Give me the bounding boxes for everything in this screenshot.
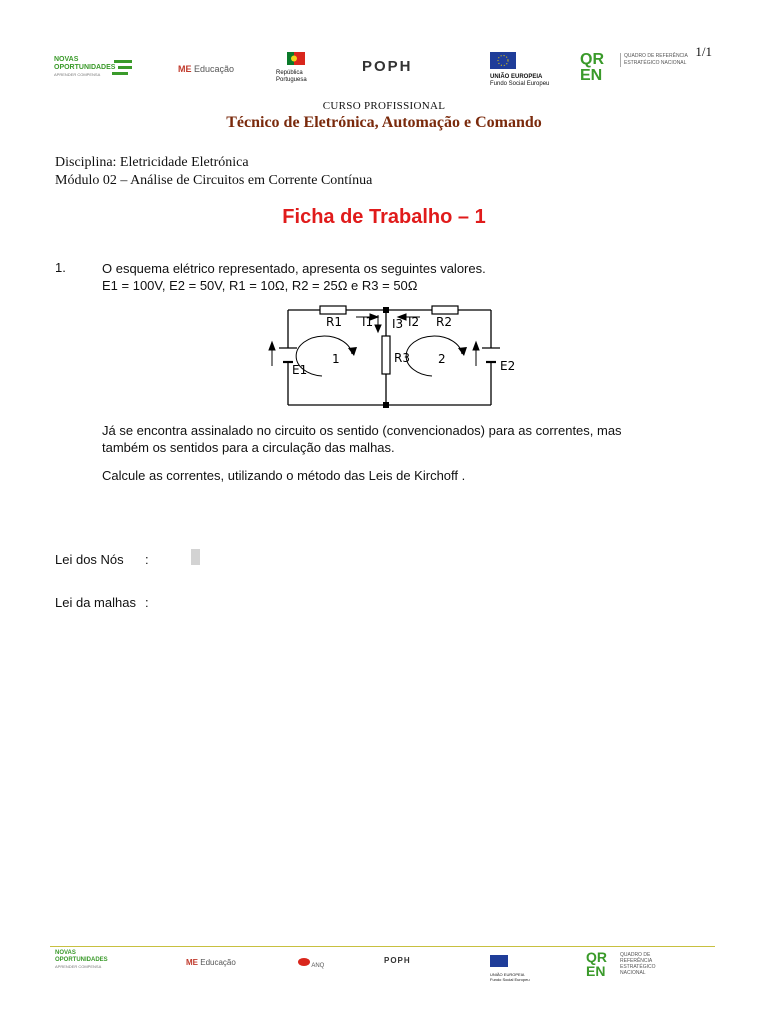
question-line1: O esquema elétrico representado, apresenta os seguintes valores. (102, 261, 486, 276)
header-logos (50, 50, 720, 90)
footer-qren-text: QUADRO DE REFERÊNCIA ESTRATÉGICO NACIONAL (620, 952, 656, 976)
node-bottom (383, 402, 389, 408)
footer-novas-logo (55, 950, 135, 969)
anq-swoosh-icon (298, 957, 310, 967)
lei-dos-nos-colon: : (145, 552, 149, 567)
lei-da-malhas-colon: : (145, 595, 149, 610)
battery-e1-icon (279, 348, 297, 362)
novas-line1: NOVAS (54, 56, 79, 63)
footer-edu-logo (186, 958, 236, 967)
lei-da-malhas-label: Lei da malhas (55, 595, 136, 610)
page-number: 1/1 (695, 44, 712, 59)
label-r1: R1 (326, 315, 342, 329)
footer-qren-logo (586, 950, 696, 982)
poph-logo (362, 58, 413, 75)
resistor-r3 (382, 336, 390, 374)
novas-line2: OPORTUNIDADES (54, 64, 116, 71)
label-r3: R3 (394, 351, 410, 365)
instruction-paragraph (102, 422, 702, 456)
question-number: 1. (55, 260, 66, 275)
discipline-line: Disciplina: Eletricidade Eletrónica (55, 155, 249, 170)
footer-novas-line2: OPORTUNIDADES (55, 957, 108, 963)
footer-eu-flag-icon (490, 955, 508, 967)
label-i3: I3 (392, 317, 404, 331)
node-top (383, 307, 389, 313)
label-mesh1: 1 (332, 352, 340, 366)
label-i2: I2 (408, 315, 420, 329)
module-line: Módulo 02 – Análise de Circuitos em Corrente Contínua (55, 173, 373, 188)
ministerio-educacao-logo (178, 64, 234, 74)
calculation-task: Calcule as correntes, utilizando o método das Leis de Kirchoff . (102, 468, 466, 483)
qren-letters: QR EN (580, 51, 604, 84)
discipline-block (55, 154, 372, 190)
ue-line2: Fundo Social Europeu (490, 81, 550, 87)
label-e2: E2 (500, 359, 516, 373)
instruction-line1: Já se encontra assinalado no circuito os sentido (convencionados) para as correntes, mas (102, 423, 622, 438)
footer-ue-line2: Fundo Social Europeu (490, 977, 530, 982)
footer-edu-prefix: ME (186, 958, 198, 967)
footer-divider (50, 946, 715, 947)
edu-name: Educação (194, 64, 235, 74)
footer-qren-letters: QR EN (586, 949, 607, 979)
circuit-diagram (260, 298, 530, 416)
label-mesh2: 2 (438, 352, 446, 366)
question-values: E1 = 100V, E2 = 50V, R1 = 10Ω, R2 = 25Ω e R3 = 50Ω (102, 278, 418, 293)
edu-prefix: ME (178, 64, 192, 74)
footer-novas-tag: APRENDER COMPENSA (55, 964, 102, 969)
novas-oportunidades-logo (54, 56, 134, 84)
footer-novas-line1: NOVAS (55, 950, 76, 956)
battery-e2-icon (482, 348, 500, 362)
eu-flag-icon (490, 52, 516, 69)
resistor-r1 (320, 306, 346, 314)
answer-field-nodes[interactable] (191, 549, 200, 565)
footer-ue-logo (490, 954, 540, 982)
lei-dos-nos-label: Lei dos Nós (55, 552, 124, 567)
course-title: Técnico de Eletrónica, Automação e Comando (226, 114, 542, 131)
footer-anq-logo (298, 957, 324, 969)
ue-line1: UNIÃO EUROPEIA (490, 74, 543, 80)
qren-text: QUADRO DE REFERÊNCIA ESTRATÉGICO NACIONAL (620, 53, 690, 67)
worksheet-title: Ficha de Trabalho – 1 (282, 206, 486, 228)
novas-stripes-icon (112, 58, 134, 76)
label-e1: E1 (292, 363, 308, 377)
label-i1: I1 (362, 315, 374, 329)
portugal-flag-icon (287, 52, 305, 65)
republica-line1: República (276, 70, 303, 76)
label-r2: R2 (436, 315, 452, 329)
republica-portuguesa-logo (276, 52, 316, 84)
uniao-europeia-logo (490, 52, 550, 88)
novas-tag: APRENDER COMPENSA (54, 72, 101, 77)
question-statement (102, 260, 702, 294)
resistor-r2 (432, 306, 458, 314)
poph-text: POPH (362, 58, 413, 75)
instruction-line2: também os sentidos para a circulação das malhas. (102, 440, 395, 455)
footer-edu-name: Educação (200, 958, 236, 967)
footer-poph-logo: POPH (384, 956, 411, 965)
republica-line2: Portuguesa (276, 77, 307, 83)
qren-logo (580, 50, 690, 88)
course-label: CURSO PROFISSIONAL (322, 100, 446, 112)
footer-anq-text: ANQ (311, 963, 325, 969)
footer-ue-line1: UNIÃO EUROPEIA (490, 972, 525, 977)
